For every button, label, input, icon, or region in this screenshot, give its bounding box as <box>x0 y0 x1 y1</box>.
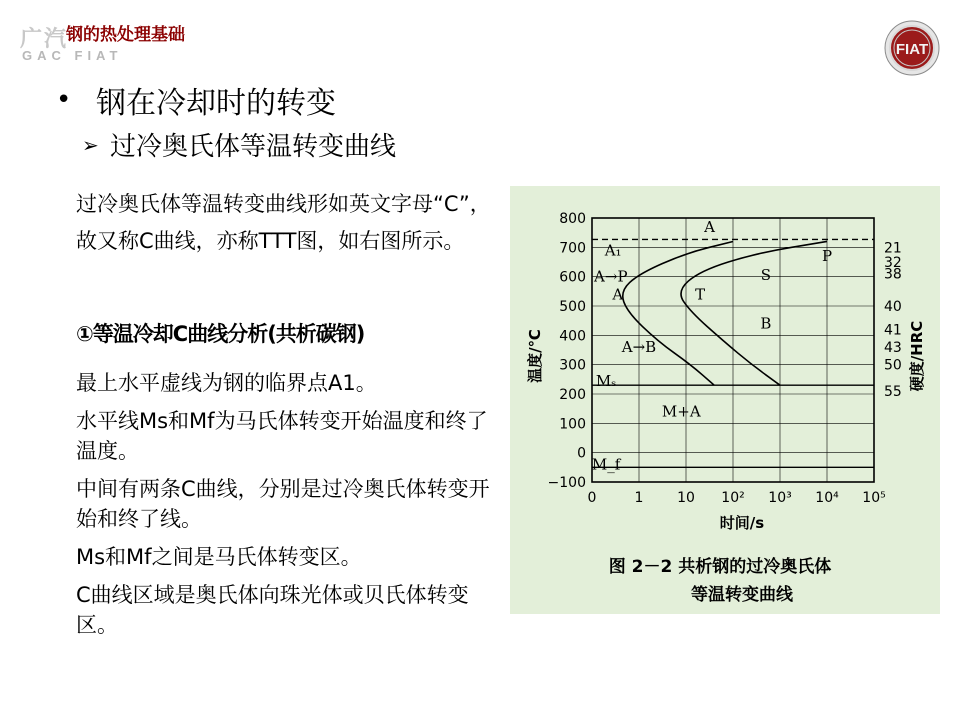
hardness-label: 55 <box>884 384 902 401</box>
y2-axis-label: 硬度/HRC <box>908 320 926 392</box>
logo-cn-text: 广汽 <box>20 27 69 52</box>
region-label: P <box>821 247 833 266</box>
hardness-label: 41 <box>884 322 902 339</box>
x-tick-label: 10⁴ <box>815 490 839 506</box>
analysis-text <box>76 368 496 648</box>
y-tick-label: 600 <box>559 269 586 286</box>
region-label: B <box>760 314 772 333</box>
bullet-level2 <box>82 126 396 163</box>
region-label: T <box>695 285 706 304</box>
figure-caption-line1: 图 2－2 共析钢的过冷奥氏体 <box>608 557 832 577</box>
region-label: S <box>760 266 772 285</box>
hardness-label: 40 <box>884 299 902 315</box>
ttt-figure <box>510 186 940 614</box>
y-tick-label: 400 <box>559 328 586 345</box>
y-tick-label: 700 <box>559 240 586 257</box>
x-axis-label: 时间/s <box>719 514 765 532</box>
region-label: A→B <box>621 338 657 357</box>
x-tick-label: 10 <box>677 490 695 506</box>
section-heading: ①等温冷却C曲线分析(共析碳钢) <box>76 322 365 346</box>
bullet-level1 <box>56 78 336 122</box>
region-label: A <box>704 217 715 236</box>
analysis-line: Ms和Mf之间是马氏体转变区。 <box>76 545 362 569</box>
transformation-end-curve <box>681 241 827 385</box>
x-tick-label: 10² <box>721 490 745 506</box>
region-label: A→P <box>594 267 628 286</box>
y-tick-label: 500 <box>559 299 586 315</box>
fiat-logo-text: FIAT <box>895 41 929 58</box>
region-label: M_f <box>591 455 621 474</box>
arrow-bullet-icon: ➢ <box>82 132 99 157</box>
bullet-level2-text: 过冷奥氏体等温转变曲线 <box>110 132 397 162</box>
hardness-label: 38 <box>884 266 902 283</box>
y-tick-label: 300 <box>559 357 586 374</box>
hardness-label: 32 <box>884 255 902 271</box>
fiat-logo-icon <box>884 20 940 76</box>
y-tick-label: 0 <box>577 445 586 462</box>
hardness-label: 43 <box>884 340 902 357</box>
x-tick-label: 10³ <box>768 490 792 506</box>
y-axis-label: 温度/℃ <box>526 329 544 383</box>
logo-en-text: GAC FIAT <box>22 48 123 63</box>
region-label: A₁ <box>604 241 622 260</box>
y-tick-label: 800 <box>559 211 586 227</box>
header-title: 钢的热处理基础 <box>66 25 185 45</box>
region-label: A <box>612 285 624 304</box>
intro-paragraph: 过冷奥氏体等温转变曲线形如英文字母“C”，故又称C曲线，亦称TTT图，如右图所示。 <box>76 192 491 253</box>
hardness-label: 50 <box>884 357 902 374</box>
ttt-chart <box>510 186 940 614</box>
analysis-line: 中间有两条C曲线，分别是过冷奥氏体转变开始和终了线。 <box>76 477 490 531</box>
x-tick-label: 1 <box>634 490 644 506</box>
analysis-line: 最上水平虚线为钢的临界点A1。 <box>76 371 377 395</box>
y-tick-label: 200 <box>559 387 586 403</box>
analysis-line: C曲线区域是奥氏体向珠光体或贝氏体转变区。 <box>76 583 469 637</box>
y-tick-label: −100 <box>547 475 586 491</box>
hardness-label: 21 <box>884 240 902 257</box>
bullet-dot-icon: • <box>56 85 72 115</box>
bullet-level1-text: 钢在冷却时的转变 <box>96 86 336 121</box>
figure-caption-line2: 等温转变曲线 <box>691 585 793 605</box>
y-tick-label: 100 <box>559 416 586 433</box>
x-tick-label: 10⁵ <box>862 490 886 506</box>
analysis-line: 水平线Ms和Mf为马氏体转变开始温度和终了温度。 <box>76 409 488 463</box>
x-tick-label: 0 <box>587 490 597 506</box>
region-label: M+A <box>661 402 701 421</box>
region-label: Mₛ <box>595 371 617 390</box>
